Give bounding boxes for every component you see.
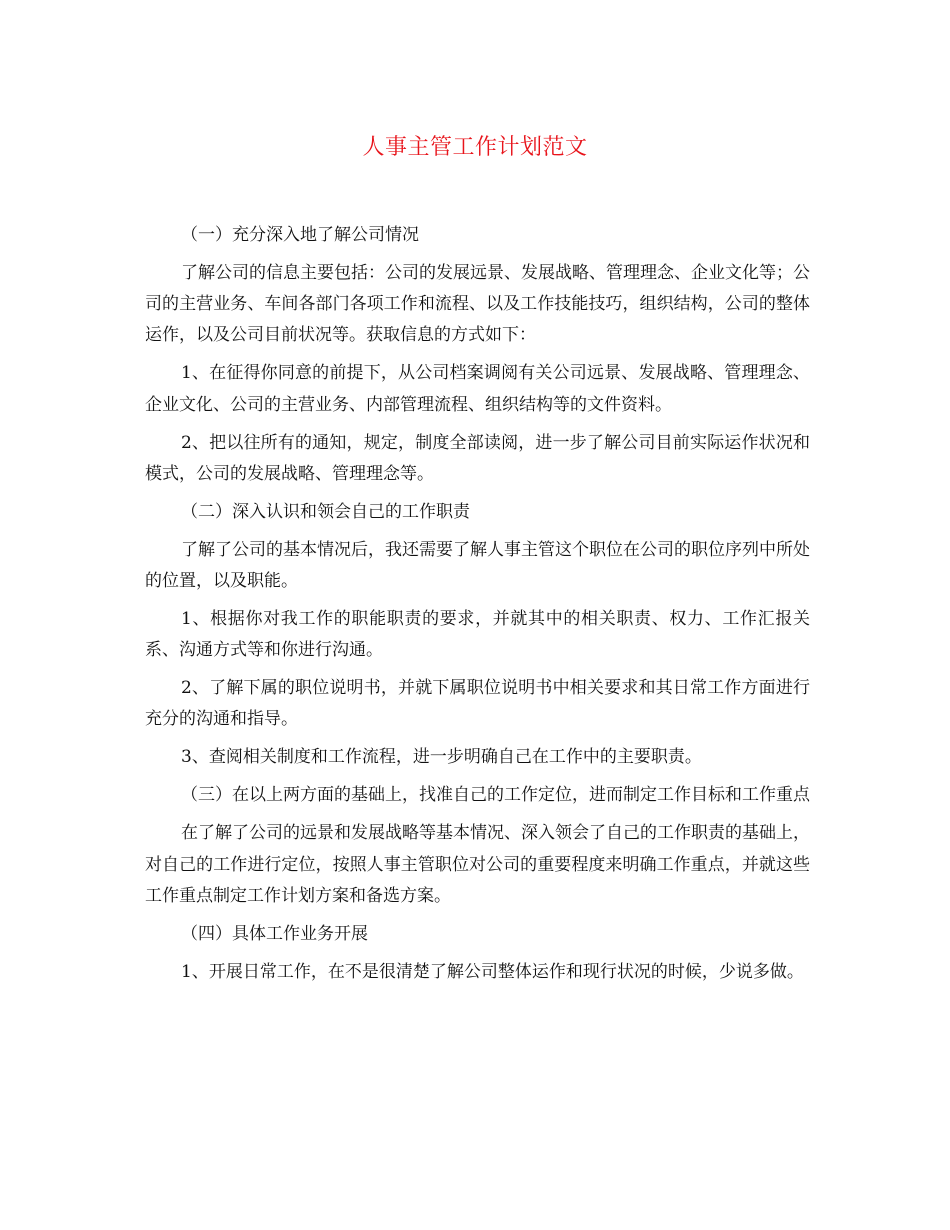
paragraph: 在了解了公司的远景和发展战略等基本情况、深入领会了自己的工作职责的基础上，对自己的工作进行定位，按照人事主管职位对公司的重要程度来明确工作重点，并就这些工作重点制定工作计划方案和备选方案。	[145, 823, 810, 906]
paragraph: 3、查阅相关制度和工作流程，进一步明确自己在工作中的主要职责。	[181, 747, 702, 768]
paragraph-section-3-heading: （三）在以上两方面的基础上，找准自己的工作定位，进而制定工作目标和工作重点	[181, 785, 810, 806]
paragraph: 1、开展日常工作，在不是很清楚了解公司整体运作和现行状况的时候，少说多做。	[181, 961, 804, 982]
paragraph: 2、把以往所有的通知，规定，制度全部读阅，进一步了解公司目前实际运作状况和模式，公司的发展战略、管理理念等。	[145, 432, 810, 484]
document-title: 人事主管工作计划范文	[362, 135, 588, 160]
paragraph: 1、根据你对我工作的职能职责的要求，并就其中的相关职责、权力、工作汇报关系、沟通方式等和你进行沟通。	[145, 609, 810, 661]
paragraph: 1、在征得你同意的前提下，从公司档案调阅有关公司远景、发展战略、管理理念、企业文化、公司的主营业务、内部管理流程、组织结构等的文件资料。	[145, 363, 810, 415]
paragraph-section-4-heading: （四）具体工作业务开展	[181, 923, 368, 944]
paragraph: 2、了解下属的职位说明书，并就下属职位说明书中相关要求和其日常工作方面进行充分的沟通和指导。	[145, 678, 810, 730]
paragraph: 了解公司的信息主要包括：公司的发展远景、发展战略、管理理念、企业文化等；公司的主营业务、车间各部门各项工作和流程、以及工作技能技巧，组织结构，公司的整体运作，以及公司目前状况等。获取信息的方式如下：	[145, 263, 810, 346]
paragraph: 了解了公司的基本情况后，我还需要了解人事主管这个职位在公司的职位序列中所处的位置，以及职能。	[145, 539, 810, 592]
paragraph-section-1-heading: （一）充分深入地了解公司情况	[181, 225, 419, 245]
paragraph-section-2-heading: （二）深入认识和领会自己的工作职责	[181, 501, 470, 522]
document-body	[145, 220, 810, 995]
